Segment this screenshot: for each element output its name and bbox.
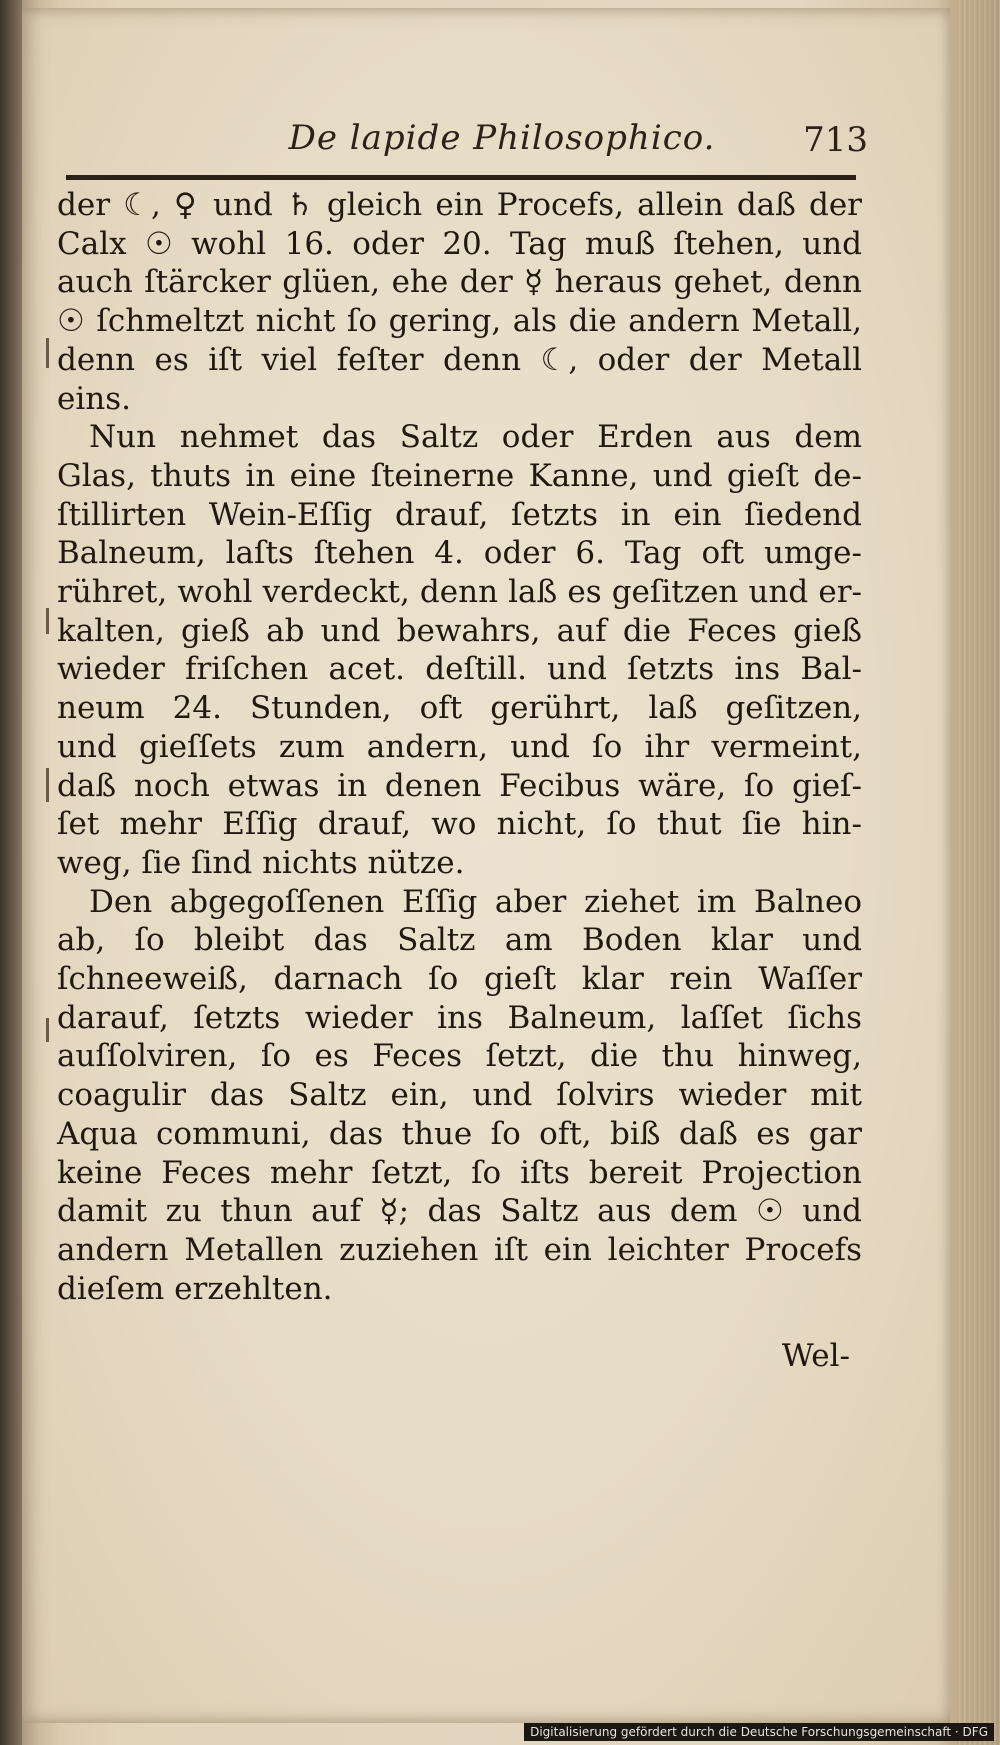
text-line: ☉ ſchmeltzt nicht ſo gering, als die andern Metall, (57, 303, 862, 340)
text-line: weg, ſie ſind nichts nütze. (57, 844, 465, 881)
text-line: coagulir das Saltz ein, und ſolvirs wieder mit (57, 1077, 862, 1114)
text-line: und gieſſets zum andern, und ſo ihr vermeint, (57, 728, 862, 765)
text-line: der ☾, ♀ und ♄ gleich ein Procefs, allein daß der (57, 187, 862, 223)
body-text (57, 186, 862, 1308)
page-edges (955, 0, 1000, 1745)
text-line: darauf, ſetzts wieder ins Balneum, laſſet ſichs (57, 999, 862, 1036)
margin-mark (46, 608, 49, 634)
catchword: Wel- (781, 1338, 850, 1374)
margin-mark (46, 338, 49, 368)
text-line: auch ſtärcker glüen, ehe der ☿ heraus gehet, denn (57, 264, 862, 301)
digitization-credit: Digitalisierung gefördert durch die Deutsche Forschungsgemeinschaft · DFG (524, 1723, 994, 1741)
page-number: 713 (803, 120, 868, 160)
text-line: denn es iſt viel feſter denn ☾, oder der Metall (57, 341, 862, 378)
text-line: ſtillirten Wein-Eſſig drauf, ſetzts in ein ſiedend (57, 496, 862, 533)
text-line: ſchneeweiß, darnach ſo gieſt klar rein Waſſer (57, 961, 862, 998)
text-line: Calx ☉ wohl 16. oder 20. Tag muß ſtehen, und (57, 225, 862, 262)
running-head: De lapide Philosophico. (288, 118, 716, 158)
margin-mark (46, 768, 49, 802)
text-line: Nun nehmet das Saltz oder Erden aus dem (89, 419, 862, 456)
text-line: wieder friſchen acet. deſtill. und ſetzts ins Bal- (57, 651, 862, 688)
text-line: ab, ſo bleibt das Saltz am Boden klar und (57, 922, 862, 959)
text-line: Aqua communi, das thue ſo oft, biß daß es gar (57, 1115, 862, 1152)
text-line: dieſem erzehlten. (57, 1270, 333, 1307)
text-line: Den abgegoſſenen Eſſig aber ziehet im Balneo (89, 883, 862, 920)
text-line: keine Feces mehr ſetzt, ſo iſts bereit Projection (57, 1154, 862, 1191)
margin-mark (46, 1018, 49, 1042)
text-line: andern Metallen zuziehen iſt ein leichter Procefs (57, 1231, 862, 1268)
text-line: Glas, thuts in eine ſteinerne Kanne, und gieſt de- (57, 457, 862, 494)
text-line: damit zu thun auf ☿; das Saltz aus dem ☉ und (57, 1193, 862, 1230)
text-line: kalten, gieß ab und bewahrs, auf die Feces gieß (57, 612, 862, 649)
text-line: auſſolviren, ſo es Feces ſetzt, die thu hinweg, (57, 1038, 862, 1075)
book-page (22, 8, 950, 1723)
text-line: daß noch etwas in denen Fecibus wäre, ſo gieſ- (57, 767, 862, 804)
text-line: ſet mehr Eſſig drauf, wo nicht, ſo thut ſie hin- (57, 806, 862, 843)
text-line: eins. (57, 380, 131, 417)
text-line: Balneum, laſts ſtehen 4. oder 6. Tag oft umge- (57, 535, 862, 572)
header-rule (66, 175, 856, 180)
text-line: neum 24. Stunden, oft gerührt, laß geſitzen, (57, 690, 862, 727)
book-gutter-shadow (0, 0, 22, 1745)
text-line: rühret, wohl verdeckt, denn laß es geſitzen und er- (57, 574, 862, 611)
